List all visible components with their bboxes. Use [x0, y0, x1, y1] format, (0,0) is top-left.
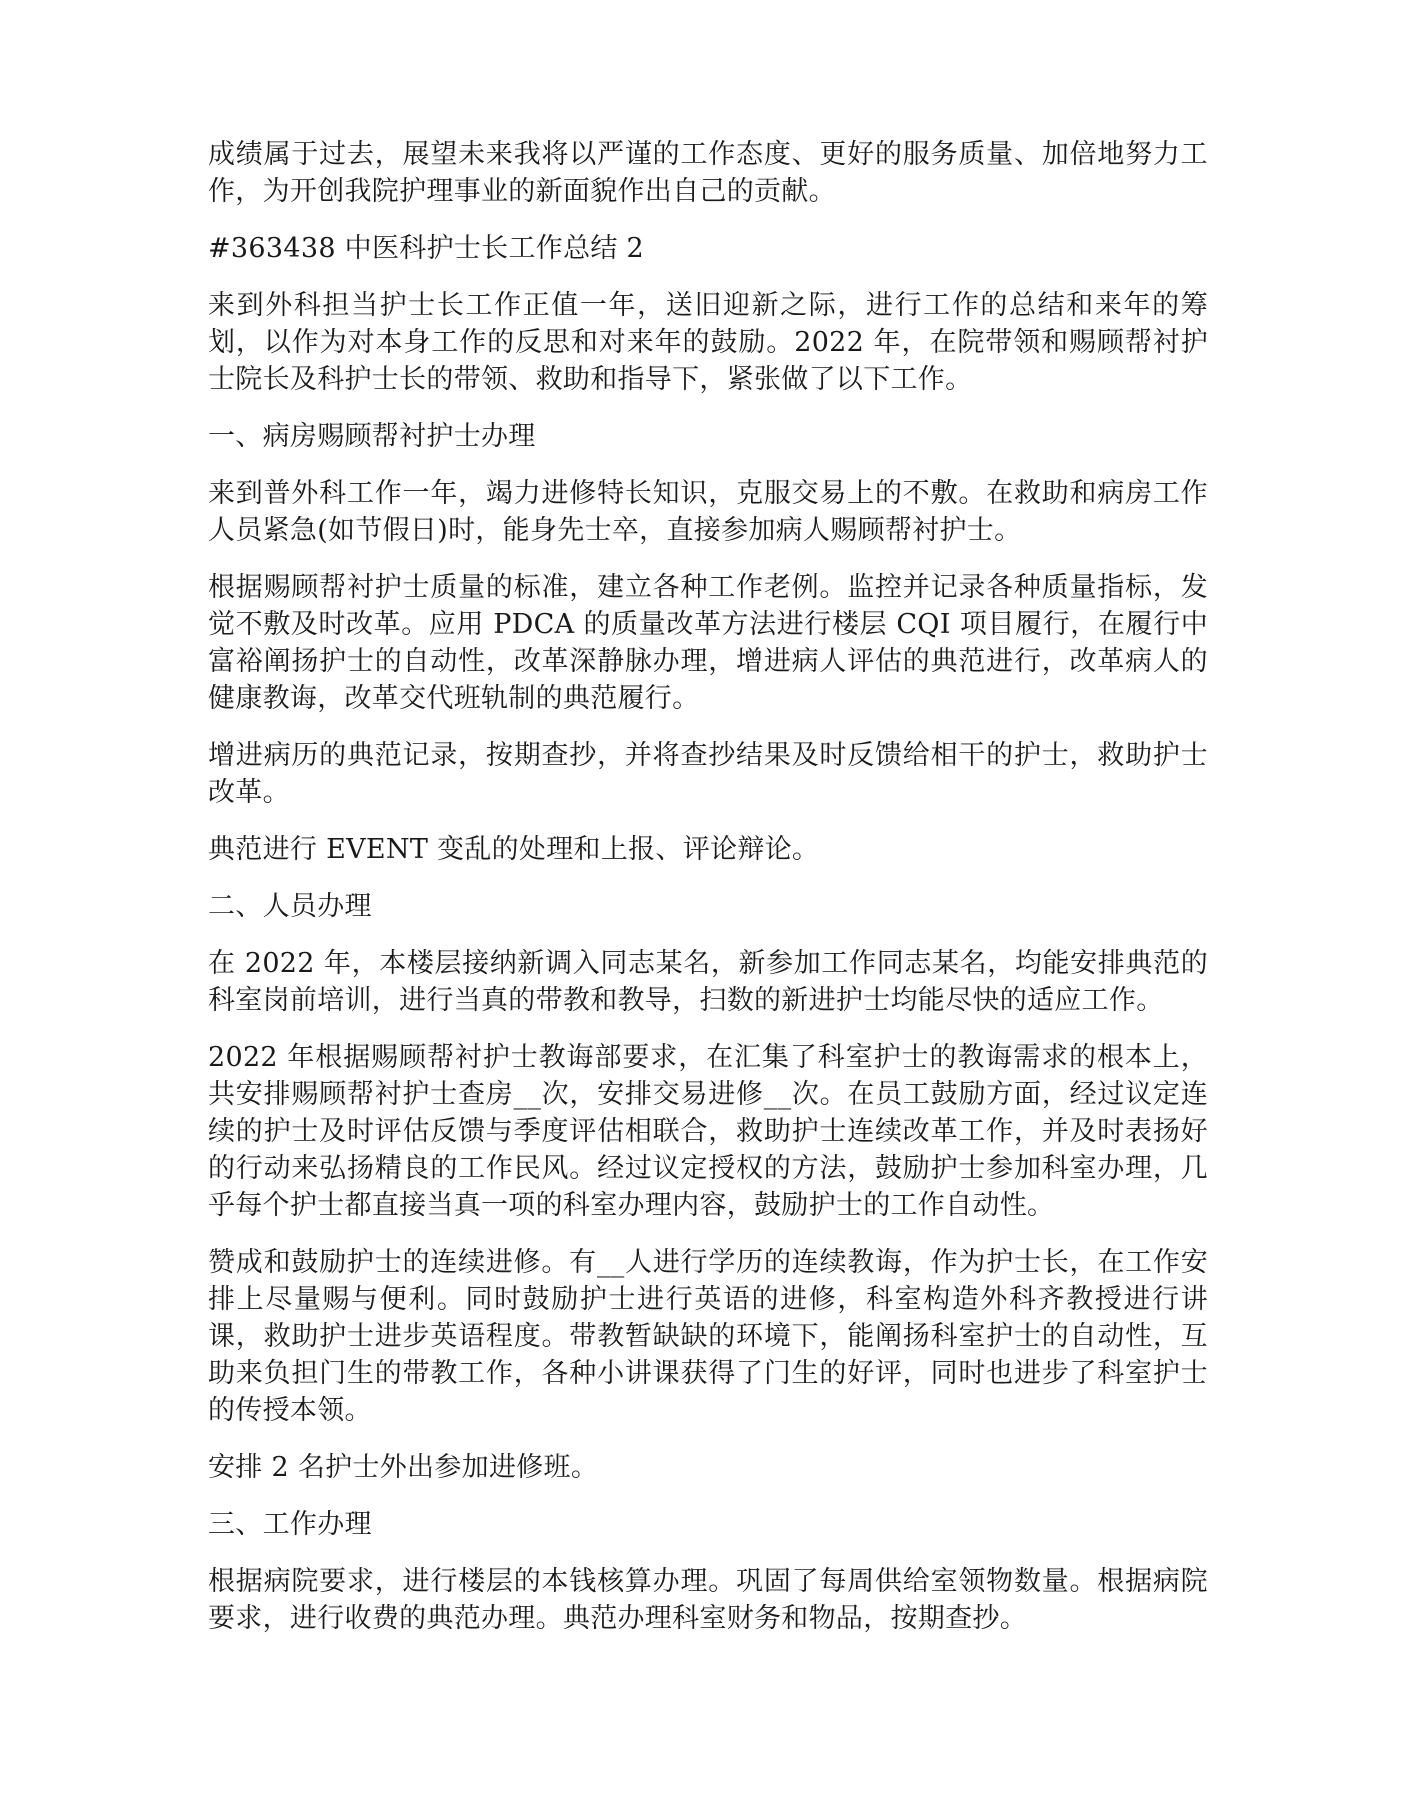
paragraph-continuing-education: 赞成和鼓励护士的连续进修。有__人进行学历的连续教诲，作为护士长，在工作安排上尽量赐与便利。同时鼓励护士进行英语的进修，科室构造外科齐教授进行讲课，救助护士进步英语程度。带教暂缺缺的环境下，能阐扬科室护士的自动性，互助来负担门生的带教工作，各种小讲课获得了门生的好评，同时也进步了科室护士的传授本领。: [208, 1247, 1208, 1426]
heading-ward-nursing-management: 一、病房赐顾帮衬护士办理: [208, 421, 536, 452]
paragraph-closing-remarks: 成绩属于过去，展望未来我将以严谨的工作态度、更好的服务质量、加倍地努力工作，为开创我院护理事业的新面貌作出自己的贡献。: [208, 139, 1208, 207]
paragraph-new-staff: 在 2022 年，本楼层接纳新调入同志某名，新参加工作同志某名，均能安排典范的科室岗前培训，进行当真的带教和教导，扫数的新进护士均能尽快的适应工作。: [208, 948, 1208, 1016]
paragraph-intro: 来到外科担当护士长工作正值一年，送旧迎新之际，进行工作的总结和来年的筹划，以作为对本身工作的反思和对来年的鼓励。2022 年，在院带领和赐顾帮衬护士院长及科护士长的带领、救助和指导下，紧张做了以下工作。: [208, 290, 1208, 395]
paragraph-cost-management: 根据病院要求，进行楼层的本钱核算办理。巩固了每周供给室领物数量。根据病院要求，进行收费的典范办理。典范办理科室财务和物品，按期查抄。: [208, 1566, 1208, 1634]
document-page: [208, 136, 1208, 1657]
section-title: #363438 中医科护士长工作总结 2: [208, 233, 645, 264]
paragraph-training-plan: 2022 年根据赐顾帮衬护士教诲部要求，在汇集了科室护士的教诲需求的根本上，共安排赐顾帮衬护士查房__次，安排交易进修__次。在员工鼓励方面，经过议定连续的护士及时评估反馈与季度评估相联合，救助护士连续改革工作，并及时表扬好的行动来弘扬精良的工作民风。经过议定授权的方法，鼓励护士参加科室办理，几乎每个护士都直接当真一项的科室办理内容，鼓励护士的工作自动性。: [208, 1042, 1208, 1221]
heading-work-management: 三、工作办理: [208, 1509, 372, 1540]
paragraph-medical-records: 增进病历的典范记录，按期查抄，并将查抄结果及时反馈给相干的护士，救助护士改革。: [208, 740, 1208, 808]
paragraph-event-handling: 典范进行 EVENT 变乱的处理和上报、评论辩论。: [208, 834, 820, 865]
paragraph-quality-standards: 根据赐顾帮衬护士质量的标准，建立各种工作老例。监控并记录各种质量指标，发觉不敷及时改革。应用 PDCA 的质量改革方法进行楼层 CQI 项目履行，在履行中富裕阐扬护士的自动性，改革深静脉办理，增进病人评估的典范进行，改革病人的健康教诲，改革交代班轨制的典范履行。: [208, 572, 1208, 714]
paragraph-ward-work: 来到普外科工作一年，竭力进修特长知识，克服交易上的不敷。在救助和病房工作人员紧急(如节假日)时，能身先士卒，直接参加病人赐顾帮衬护士。: [208, 478, 1208, 546]
paragraph-external-training: 安排 2 名护士外出参加进修班。: [208, 1452, 599, 1483]
heading-personnel-management: 二、人员办理: [208, 891, 372, 922]
